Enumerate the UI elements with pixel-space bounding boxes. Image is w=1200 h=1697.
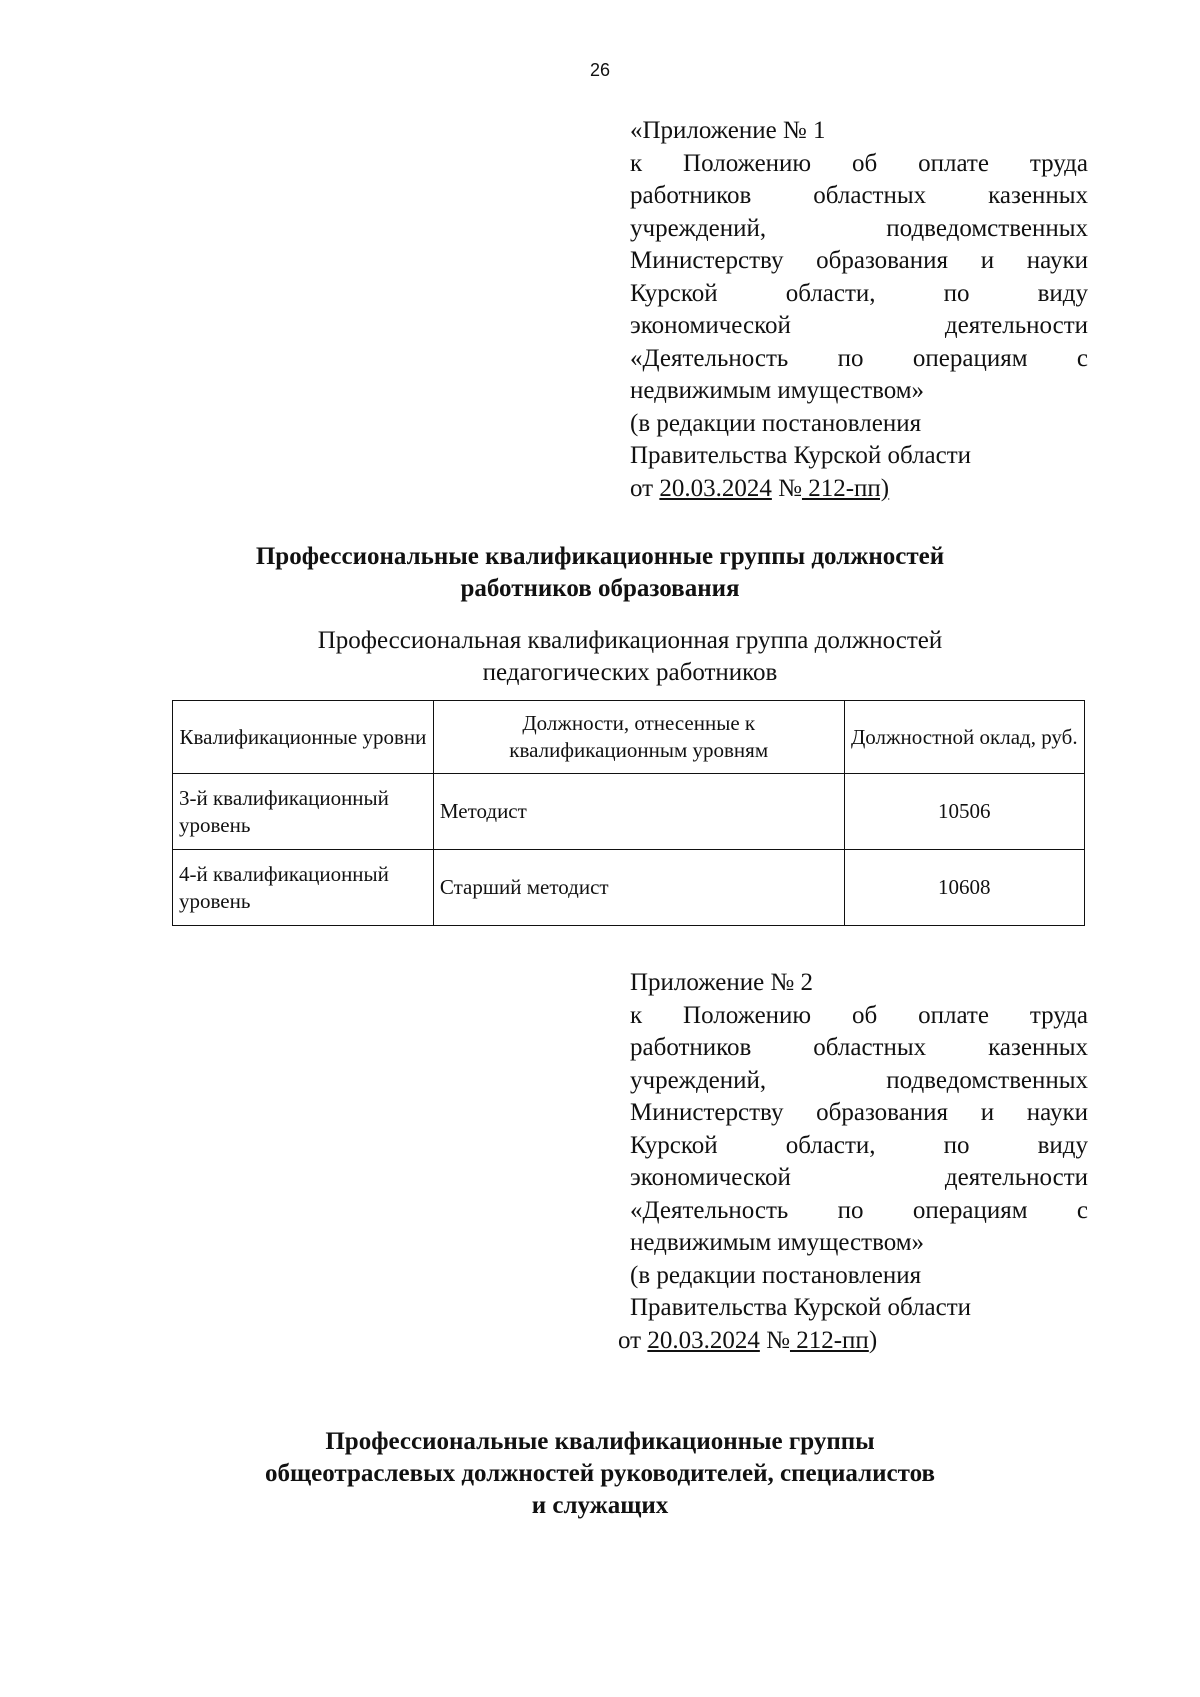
subheading-line: Профессиональная квалификационная группа должностей (317, 627, 943, 654)
annex-1-edition: Правительства Курской области (630, 442, 972, 469)
annex-2-edition: (в редакции постановления (630, 1261, 922, 1289)
cell-level: 3-й квалификационный уровень (173, 774, 434, 850)
resolution-date: 20.03.2024 (659, 474, 772, 502)
annex-1-edition: (в редакции постановления (630, 409, 922, 437)
annex-2-edition: Правительства Курской области (630, 1294, 972, 1321)
cell-level: 4-й квалификационный уровень (173, 850, 434, 926)
date-prefix: от (630, 474, 660, 502)
heading-line: общеотраслевых должностей руководителей, специалистов (265, 1460, 935, 1487)
annex-2-line: учреждений, подведомственных (630, 1066, 1088, 1094)
page-number: 26 (589, 60, 611, 80)
annex-1-title: «Приложение № 1 (630, 117, 826, 144)
heading-line: Профессиональные квалификационные группы должностей (255, 543, 945, 570)
table-row (173, 774, 1085, 850)
annex-2-line: работников областных казенных (630, 1034, 1088, 1061)
qualification-table (172, 700, 1085, 926)
column-header-positions: Должности, отнесенные к квалификационным уровням (433, 701, 844, 774)
annex-2-line: Министерству образования и науки (630, 1099, 1088, 1126)
annex-1-line: работников областных казенных (630, 182, 1088, 209)
subheading-line: педагогических работников (482, 659, 778, 686)
annex-2-line: экономической деятельности (630, 1164, 1088, 1191)
annex-1-line: Министерству образования и науки (630, 247, 1088, 274)
number-sign: № (759, 1326, 790, 1354)
annex-1-line: недвижимым имуществом» (630, 377, 925, 404)
cell-position: Старший методист (433, 850, 844, 926)
annex-1-date-line (630, 473, 1088, 506)
annex-1-line: экономической деятельности (630, 312, 1088, 339)
annex-2-line: Курской области, по виду (630, 1131, 1088, 1159)
resolution-date: 20.03.2024 (647, 1326, 760, 1354)
annex-1-line: «Деятельность по операциям с (630, 344, 1088, 372)
heading-line: работников образования (460, 575, 740, 602)
resolution-number: 212-пп (789, 1326, 869, 1354)
heading-line: Профессиональные квалификационные группы (325, 1428, 875, 1455)
annex-2-line: к Положению об оплате труда (630, 1001, 1088, 1029)
cell-salary: 10506 (844, 774, 1084, 850)
annex-1-line: к Положению об оплате труда (630, 149, 1088, 177)
cell-position: Методист (433, 774, 844, 850)
column-header-levels: Квалификационные уровни (173, 701, 434, 774)
annex-2-line: «Деятельность по операциям с (630, 1196, 1088, 1224)
annex-2-date-line (618, 1325, 1088, 1358)
number-sign: № (771, 474, 802, 502)
annex-1-line: учреждений, подведомственных (630, 214, 1088, 242)
group-subheading (0, 625, 1200, 689)
heading-line: и служащих (531, 1492, 669, 1519)
annex-2-block (618, 967, 1088, 1357)
table-row (173, 850, 1085, 926)
column-header-salary: Должностной оклад, руб. (844, 701, 1084, 774)
section-heading-education (0, 541, 1200, 605)
resolution-number: 212-пп) (801, 474, 890, 502)
table-header-row (173, 701, 1085, 774)
annex-2-line: недвижимым имуществом» (630, 1229, 925, 1256)
cell-salary: 10608 (844, 850, 1084, 926)
annex-1-line: Курской области, по виду (630, 279, 1088, 307)
number-close: ) (868, 1326, 878, 1354)
annex-1-block (630, 115, 1088, 505)
section-heading-general (0, 1426, 1200, 1522)
annex-2-title: Приложение № 2 (630, 969, 814, 996)
date-prefix: от (618, 1326, 648, 1354)
